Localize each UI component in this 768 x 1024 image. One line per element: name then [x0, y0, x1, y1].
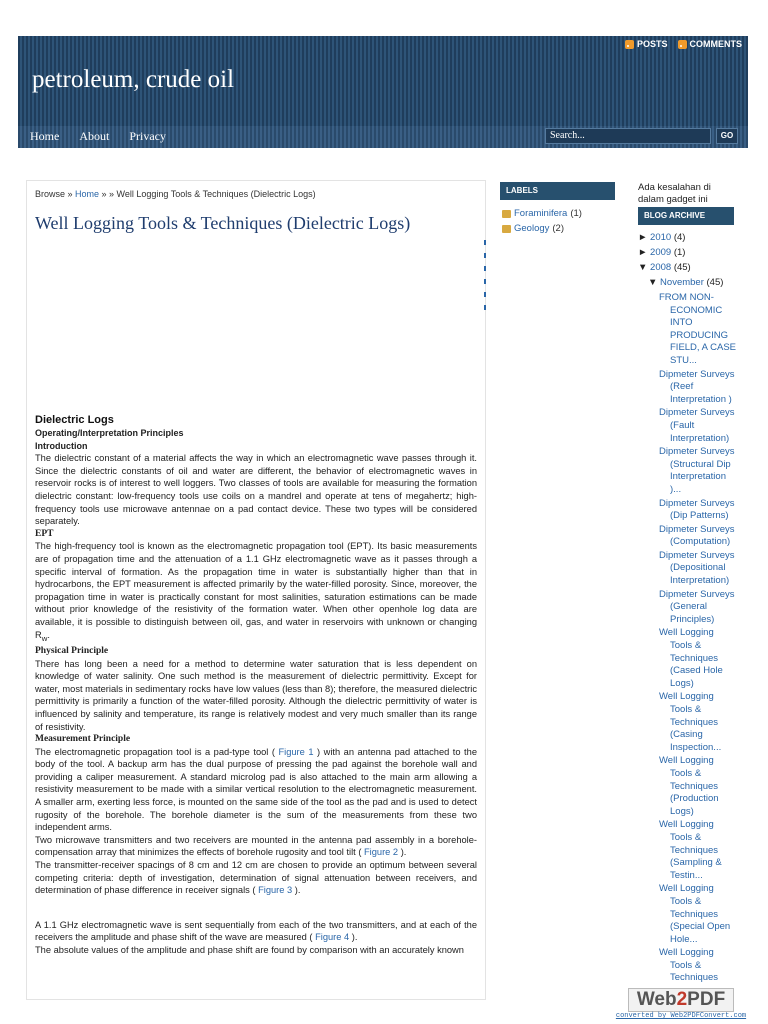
archive-year-2008[interactable]: ▼ 2008 (45) — [638, 262, 691, 273]
archive-post-item[interactable] — [638, 369, 738, 407]
comments-feed-link[interactable]: COMMENTS — [678, 39, 743, 49]
ept-heading: EPT — [35, 528, 54, 539]
archive-post-link[interactable]: Dipmeter Surveys (General Principles) — [659, 588, 735, 625]
archive-post-item[interactable] — [638, 589, 738, 627]
site-title[interactable]: petroleum, crude oil — [32, 66, 235, 93]
physical-paragraph: There has long been a need for a method to determine water saturation that is less dependent on knowledge of water salinity. One such method is the measurement of dielectric permittivity. Except for water, most materials in sedimentary rocks have low values (less than 8); therefore, the measured dielectric permittivity is primarily a function of the water-filled porosity. Although the dielectric permittivity of water is influenced by salinity and temperature, its range is relatively modest and very much smaller than its range of resistivity. — [35, 658, 477, 732]
site-header — [18, 36, 748, 128]
web2pdf-logo[interactable]: Web2PDF — [628, 988, 734, 1012]
archive-month-november[interactable]: ▼ November (45) — [648, 277, 724, 288]
measurement-paragraph-3: The transmitter-receiver spacings of 8 cm and 12 cm are chosen to provide an optimum between several competing criteria: depth of investigation, determination of signal attenuation between receivers, and determination of phase difference in receiver signals ( Figure 3 ). — [35, 860, 477, 896]
archive-post-link[interactable]: Well Logging Tools & Techniques (Sampling & Testin... — [659, 819, 722, 881]
archive-year-2009[interactable]: ► 2009 (1) — [638, 247, 686, 258]
subheading: Operating/Interpretation Principles — [35, 428, 184, 438]
archive-post-link[interactable]: Well Logging Tools & Techniques (Special Open Hole... — [659, 883, 731, 945]
archive-post-item[interactable] — [638, 550, 738, 588]
scroll-markers — [484, 240, 486, 318]
measurement-paragraph-5: The absolute values of the amplitude and phase shift are found by comparison with an accurately known — [35, 945, 464, 956]
figure-4-link[interactable]: Figure 4 — [315, 932, 350, 943]
measurement-heading: Measurement Principle — [35, 734, 131, 745]
feed-links — [625, 39, 742, 49]
nav-home[interactable]: Home — [30, 129, 60, 143]
web2pdf-watermark[interactable] — [600, 988, 762, 1020]
physical-heading: Physical Principle — [35, 645, 109, 656]
nav-bar — [18, 126, 748, 148]
label-geology[interactable]: Geology (2) — [502, 223, 564, 234]
blog-archive — [638, 232, 738, 986]
archive-post-link[interactable]: Well Logging Tools & Techniques (Casing Inspection... — [659, 691, 722, 753]
archive-post-item[interactable] — [638, 819, 738, 882]
gadget-error-message: Ada kesalahan di dalam gadget ini — [638, 182, 711, 205]
label-foraminifera[interactable]: Foraminifera (1) — [502, 208, 582, 219]
section-heading: Dielectric Logs — [35, 414, 114, 426]
archive-post-link[interactable]: Well Logging Tools & Techniques — [659, 947, 719, 984]
web2pdf-link[interactable]: converted by Web2PDFConvert.com — [615, 1012, 747, 1020]
post-body — [35, 413, 477, 957]
labels-widget-title: LABELS — [500, 182, 615, 200]
measurement-paragraph-1: The electromagnetic propagation tool is a pad-type tool ( Figure 1 ) with an antenna pad attached to the body of the tool. A backup arm has the dual purpose of pressing the pad against the borehole wall and providing a caliper measurement. A standard microlog pad is also attached to the main arm allowing a resistivity measurement to be made with a similar vertical resolution to the electromagnetic measurement. A smaller arm, exerting less force, is mounted on the same side of the tool as the pad and is used to detect rugosity of the borehole. The borehole diameter is the sum of the measurements from these two independent arms. — [35, 746, 477, 833]
archive-post-link[interactable]: Dipmeter Surveys (Depositional Interpretation) — [659, 549, 735, 587]
breadcrumb-home-link[interactable]: Home — [75, 189, 100, 199]
post-container — [26, 180, 486, 1000]
ept-paragraph: The high-frequency tool is known as the electromagnetic propagation tool (EPT). Its basic measurements are of propagation time and the attenuation of a 1.1 GHz electromagnetic wave as it passes through a specific interval of formation. As the propagation time in water is substantially higher than that in hydrocarbons, the EPT measurement is affected primarily by the water-filled porosity. Since, moreover, the propagation time in water is practically constant for most salinities, saturation estimations can be made without prior knowledge of the resistivity of the formation water. When other openhole log data are available, it is possible to distinguish between oil, gas, and water in reservoirs with unknown or changing $R_w$. — [35, 541, 477, 643]
archive-post-item[interactable] — [638, 524, 738, 549]
archive-post-link[interactable]: Dipmeter Surveys (Dip Patterns) — [659, 497, 735, 522]
posts-feed-link[interactable]: POSTS — [625, 39, 668, 49]
nav-privacy[interactable]: Privacy — [129, 129, 166, 143]
figure-3-link[interactable]: Figure 3 — [258, 885, 293, 896]
archive-post-item[interactable] — [638, 446, 738, 496]
measurement-paragraph-2: Two microwave transmitters and two receivers are mounted in the antenna pad assembly in a borehole-compensation array that minimizes the effects of borehole rugosity and tool tilt ( Figure 2 ). — [35, 834, 477, 858]
archive-post-link[interactable]: Dipmeter Surveys (Fault Interpretation) — [659, 407, 735, 444]
archive-post-item[interactable] — [638, 627, 738, 690]
post-title[interactable]: Well Logging Tools & Techniques (Dielectric Logs) — [35, 213, 411, 233]
tag-icon — [502, 210, 511, 218]
archive-year-2010[interactable]: ► 2010 (4) — [638, 232, 686, 243]
archive-post-item[interactable] — [638, 883, 738, 946]
archive-post-item[interactable] — [638, 407, 738, 445]
figure-2-link[interactable]: Figure 2 — [364, 847, 399, 858]
figure-1-link[interactable]: Figure 1 — [278, 746, 314, 757]
archive-post-link[interactable]: FROM NON- ECONOMIC INTO PRODUCING FIELD, A CASE STU... — [659, 292, 736, 366]
intro-paragraph: The dielectric constant of a material affects the way in which an electromagnetic wave passes through it. Since the dielectric constants of oil and water are different, the behavior of electromagnetic waves in reservoir rocks is of interest to well loggers. Two classes of tools are available for measuring the formation dielectric constant: low-frequency tools use coils on a mandrel and operate at tens of megahertz; high-frequency tools use microwave antennae on a pad contact device. These two types will be considered separately. — [35, 453, 477, 527]
intro-heading: Introduction — [35, 440, 88, 451]
archive-post-link[interactable]: Dipmeter Surveys (Structural Dip Interpretation )... — [659, 446, 735, 495]
rss-icon — [625, 40, 634, 49]
search-input[interactable]: Search... — [545, 128, 711, 144]
rss-icon — [678, 40, 687, 49]
nav-about[interactable]: About — [79, 129, 110, 143]
archive-post-link[interactable]: Dipmeter Surveys (Computation) — [659, 523, 735, 548]
archive-post-link[interactable]: Well Logging Tools & Techniques (Cased Hole Logs) — [659, 627, 723, 689]
archive-post-item[interactable] — [638, 691, 738, 754]
archive-widget-title: BLOG ARCHIVE — [638, 207, 734, 225]
archive-post-link[interactable]: Dipmeter Surveys (Reef Interpretation ) — [659, 368, 735, 405]
archive-post-item[interactable] — [638, 292, 738, 368]
tag-icon — [502, 225, 511, 233]
archive-post-link[interactable]: Well Logging Tools & Techniques (Production Logs) — [659, 755, 719, 817]
archive-post-item[interactable] — [638, 755, 738, 818]
search-go-button[interactable]: GO — [716, 128, 738, 144]
archive-post-list — [638, 292, 738, 985]
archive-post-item[interactable] — [638, 498, 738, 523]
archive-post-item[interactable] — [638, 947, 738, 985]
measurement-paragraph-4: A 1.1 GHz electromagnetic wave is sent sequentially from each of the two transmitters, and at each of the receivers the amplitude and phase shift of the wave are measured ( Figure 4 ). — [35, 919, 477, 943]
breadcrumb: Browse » Home » » Well Logging Tools & Techniques (Dielectric Logs) — [35, 189, 316, 199]
